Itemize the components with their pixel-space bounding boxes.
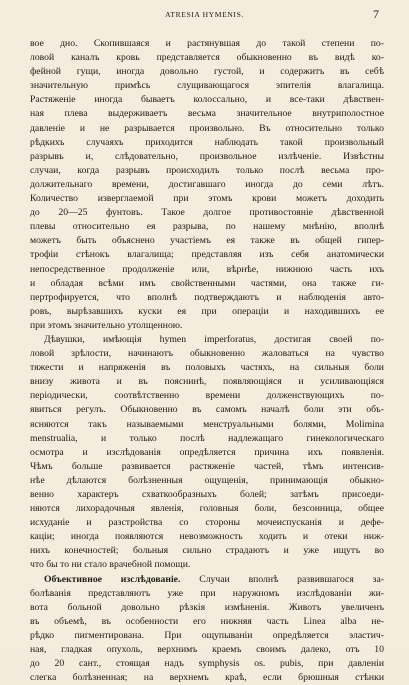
text-line: трофіи стѣнокъ влагалища; представляя изъ себя анатомически	[30, 249, 384, 261]
text-line: плевы относительно ея разрыва, по нашему мнѣнію, вполнѣ	[30, 221, 384, 233]
text-line: періодически, соотвѣтственно времени долженствующихъ по-	[30, 390, 384, 402]
paragraph-end-line: что бы то ни стало врачебной помощи.	[30, 559, 191, 571]
text-line: ная плева выдерживаетъ весьма значительное внутриполостное	[30, 108, 384, 120]
text-line: слегка болѣзненная; на верхнемъ краѣ, если брюшныя стѣнки	[30, 672, 384, 684]
text-line: ловой зрѣлости, начинаютъ обыкновенно жаловаться на чувство	[30, 348, 384, 360]
text-line: рѣдкихъ случаяхъ приходится наблюдать такой произвольный	[30, 136, 384, 148]
text-line: давленіе и не разрывается произвольно. Въ относительно только	[30, 122, 384, 134]
text-line: исхуданіе и разстройства со стороны мочеиспусканія и дефе-	[30, 517, 384, 529]
text-line: непосредственное продолженіе или, вѣрнѣе, нижнюю часть ихъ	[30, 263, 384, 275]
text-line: вота больной довольно рѣзкія измѣненія. Животъ увеличенъ	[30, 601, 384, 613]
text-line: можетъ быть объяснено участіемъ ея также въ общей гипер-	[30, 235, 384, 247]
text-line: должительнаго времени, достигавшаго иногда до семи лѣтъ.	[30, 178, 384, 190]
text-line: въ объемѣ, въ особенности его нижняя часть Linea alba не-	[30, 615, 384, 627]
text-line: явиться регулъ. Обыкновенно въ самомъ началѣ боли эти объ-	[30, 404, 384, 416]
text-line: Чѣмъ больше развивается растяженіе частей, тѣмъ интенсив-	[30, 460, 384, 472]
text-line: тяжести и напряженія въ половыхъ частяхъ, на сильныя боли	[30, 362, 384, 374]
text-line: разрывъ и, слѣдовательно, произвольное излѣченіе. Извѣстны	[30, 150, 384, 162]
text-line: ная, гладкая опухоль, верхнимъ краемъ своимъ далеко, отъ 10	[30, 644, 384, 656]
text-line: до 20—25 фунтовъ. Такое долгое противостояніе дѣвственной	[30, 207, 384, 219]
text-line: menstrualia, и только послѣ надлежащаго гинекологическаго	[30, 432, 384, 444]
paragraph-end-line: при этомъ значительно утолщенною.	[30, 319, 183, 331]
text-line: осмотра и изслѣдованія опредѣляется причина ихъ появленія.	[30, 446, 384, 458]
text-line: ровъ, вырѣзавшихъ куски ея при операціи и находившихъ ее	[30, 305, 384, 317]
section-heading: Объективное изслѣдованіе.	[44, 573, 181, 585]
text-line: болѣванія представляютъ уже при наружномъ изслѣдованіи жи-	[30, 587, 384, 599]
paragraph-start-line: Объективное изслѣдованіе. Случаи вполнѣ развившагося за-	[44, 573, 384, 585]
paragraph-start-line: Дѣвушки, имѣющія hymen imperforatus, достигая своей по-	[44, 333, 384, 345]
text-line: до 20 сант., стоящая надъ symphysis os. pubis, при давленіи	[30, 658, 384, 670]
text-line: вое дно. Скопившаяся и растянувшая до такой степени по-	[30, 38, 384, 49]
text-line: ясняются такъ называемыми менструальными болями, Molimina	[30, 418, 384, 430]
text-line: внизу живота и въ пояснинѣ, появляющіяся и усиливающіяся	[30, 376, 384, 388]
text-line: пертрофируется, что вполнѣ подтверждаютъ и наблюденія авто-	[30, 291, 384, 303]
text-line: нѣе дѣлаются болѣзненныя ощущенія, принимающія обыкно-	[30, 474, 384, 486]
text-line: значительную примѣсь слущивающагося эпителія влагалища.	[30, 80, 384, 92]
text-line: каціи; иногда появляются невозможность ходить и отеки ниж-	[30, 531, 384, 543]
text-line: фейной гущи, иногда довольно густой, и содержитъ въ себѣ	[30, 66, 384, 78]
text-line: ловой каналъ кровь представляется обыкновенно въ видѣ ко-	[30, 52, 384, 64]
text-line: нихъ конечностей; больныя сильно страдаютъ и уже ищутъ во	[30, 545, 384, 557]
body-text	[30, 37, 384, 685]
text-line: Растяженіе иногда бываетъ колоссально, и все-таки дѣвствен-	[30, 94, 384, 106]
page-header	[30, 7, 379, 26]
text-line: и обладая всѣми имъ свойственными частями, она также ги-	[30, 277, 384, 289]
page-number: 7	[373, 7, 379, 21]
text-line: рѣдко пигментирована. При ощупываніи опредѣляется эластич-	[30, 629, 384, 641]
text-line: случаи, когда разрывъ происходилъ только послѣ весьма про-	[30, 164, 384, 176]
running-title: ATRESIA HYMENIS.	[165, 10, 244, 19]
text-line: Количество изверглаемой при этомъ крови можетъ доходить	[30, 193, 384, 205]
text-line: няются лихорадочныя явленія, головныя боли, безсонница, общее	[30, 503, 384, 515]
text-line: венно характеръ схваткообразныхъ болей; затѣмъ присоеди-	[30, 489, 384, 500]
